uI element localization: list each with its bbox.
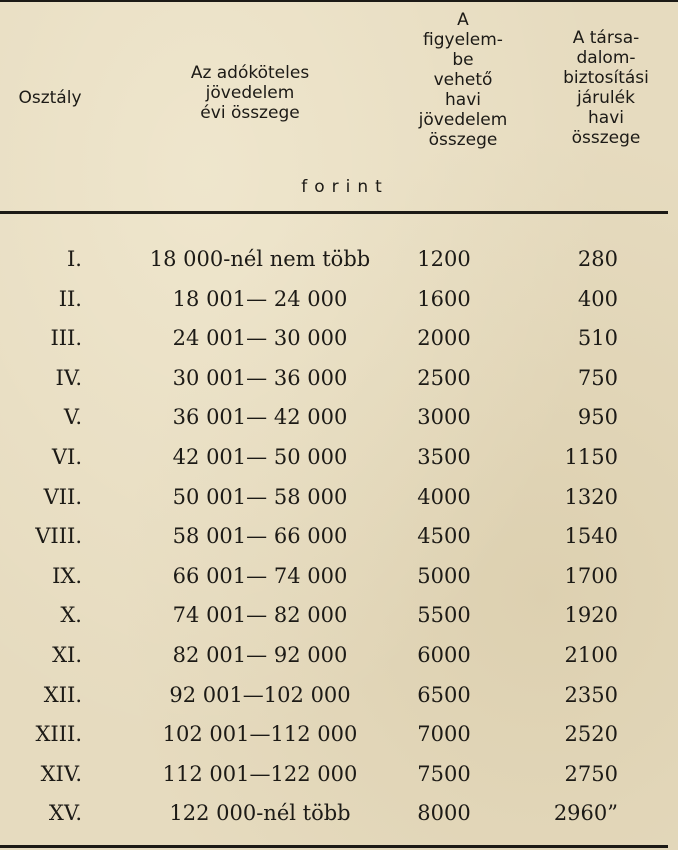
- row-class: XII.: [43, 682, 82, 707]
- row-contribution: 1150: [564, 444, 618, 469]
- row-monthly-income: 6000: [417, 642, 471, 667]
- row-class: IV.: [55, 365, 82, 390]
- row-contribution: 280: [577, 247, 618, 271]
- row-monthly-income: 7000: [417, 722, 471, 747]
- row-income-range: 18 000-nél nem több: [149, 247, 371, 271]
- row-contribution: 2750: [564, 761, 618, 786]
- row-contribution: 400: [577, 286, 618, 311]
- table-row: [0, 244, 678, 284]
- row-monthly-income: 2000: [417, 326, 471, 351]
- row-income-range: 24 001— 30 000: [172, 326, 348, 351]
- row-class: I.: [67, 247, 82, 271]
- row-class: XIII.: [35, 722, 82, 747]
- row-class: VII.: [43, 484, 82, 509]
- row-class: V.: [63, 405, 82, 430]
- row-monthly-income: 6500: [417, 682, 471, 707]
- row-income-range: 36 001— 42 000: [172, 405, 348, 430]
- row-income-range: 122 000-nél több: [169, 801, 351, 826]
- row-class: X.: [60, 603, 82, 628]
- row-contribution: 2350: [564, 682, 618, 707]
- row-class: XIV.: [40, 761, 82, 786]
- row-monthly-income: 1200: [417, 247, 471, 271]
- row-income-range: 42 001— 50 000: [172, 444, 348, 469]
- row-monthly-income: 4000: [417, 484, 471, 509]
- row-monthly-income: 8000: [417, 801, 471, 826]
- row-contribution: 2960”: [553, 801, 618, 826]
- row-income-range: 112 001—122 000: [162, 761, 358, 786]
- row-monthly-income: 7500: [417, 761, 471, 786]
- header-class: Osztály: [18, 88, 82, 108]
- row-class: IX.: [52, 563, 82, 588]
- table-row: [0, 600, 678, 640]
- row-monthly-income: 3500: [417, 444, 471, 469]
- table-row: [0, 798, 678, 838]
- table-row: [0, 759, 678, 799]
- table-row: [0, 363, 678, 403]
- row-income-range: 18 001— 24 000: [172, 286, 348, 311]
- row-income-range: 74 001— 82 000: [172, 603, 348, 628]
- header-unit: forint: [301, 177, 389, 197]
- table-row: [0, 442, 678, 482]
- table-row: [0, 482, 678, 522]
- row-contribution: 750: [577, 365, 618, 390]
- table-row: [0, 719, 678, 759]
- row-contribution: 2520: [564, 722, 618, 747]
- row-income-range: 66 001— 74 000: [172, 563, 348, 588]
- row-income-range: 92 001—102 000: [169, 682, 351, 707]
- row-income-range: 58 001— 66 000: [172, 524, 348, 549]
- top-rule: [0, 0, 678, 2]
- table-row: [0, 402, 678, 442]
- table-row: [0, 323, 678, 363]
- row-contribution: 1920: [564, 603, 618, 628]
- row-monthly-income: 2500: [417, 365, 471, 390]
- table-body: [0, 244, 678, 838]
- row-income-range: 102 001—112 000: [162, 722, 358, 747]
- row-income-range: 30 001— 36 000: [172, 365, 348, 390]
- row-class: II.: [58, 286, 82, 311]
- row-monthly-income: 4500: [417, 524, 471, 549]
- row-class: VI.: [51, 444, 82, 469]
- row-income-range: 82 001— 92 000: [172, 642, 348, 667]
- row-class: XV.: [48, 801, 82, 826]
- header-annual-income: Az adóköteles jövedelem évi összege: [190, 63, 310, 123]
- header-rule: [0, 211, 668, 214]
- table-row: [0, 561, 678, 601]
- row-monthly-income: 1600: [417, 286, 471, 311]
- row-contribution: 1320: [564, 484, 618, 509]
- row-contribution: 2100: [564, 642, 618, 667]
- row-contribution: 510: [577, 326, 618, 351]
- bottom-rule: [0, 845, 668, 848]
- header-monthly-income: A figyelem- be vehető havi jövedelem összege: [418, 10, 508, 150]
- row-class: VIII.: [35, 524, 82, 549]
- table-row: [0, 284, 678, 324]
- table-row: [0, 640, 678, 680]
- row-class: III.: [50, 326, 82, 351]
- row-contribution: 950: [577, 405, 618, 430]
- row-monthly-income: 5500: [417, 603, 471, 628]
- row-monthly-income: 3000: [417, 405, 471, 430]
- row-class: XI.: [52, 642, 82, 667]
- row-monthly-income: 5000: [417, 563, 471, 588]
- table-row: [0, 521, 678, 561]
- row-contribution: 1540: [564, 524, 618, 549]
- table-row: [0, 680, 678, 720]
- row-income-range: 50 001— 58 000: [172, 484, 348, 509]
- row-contribution: 1700: [564, 563, 618, 588]
- header-contribution: A társa- dalom- biztosítási járulék havi összege: [563, 28, 649, 148]
